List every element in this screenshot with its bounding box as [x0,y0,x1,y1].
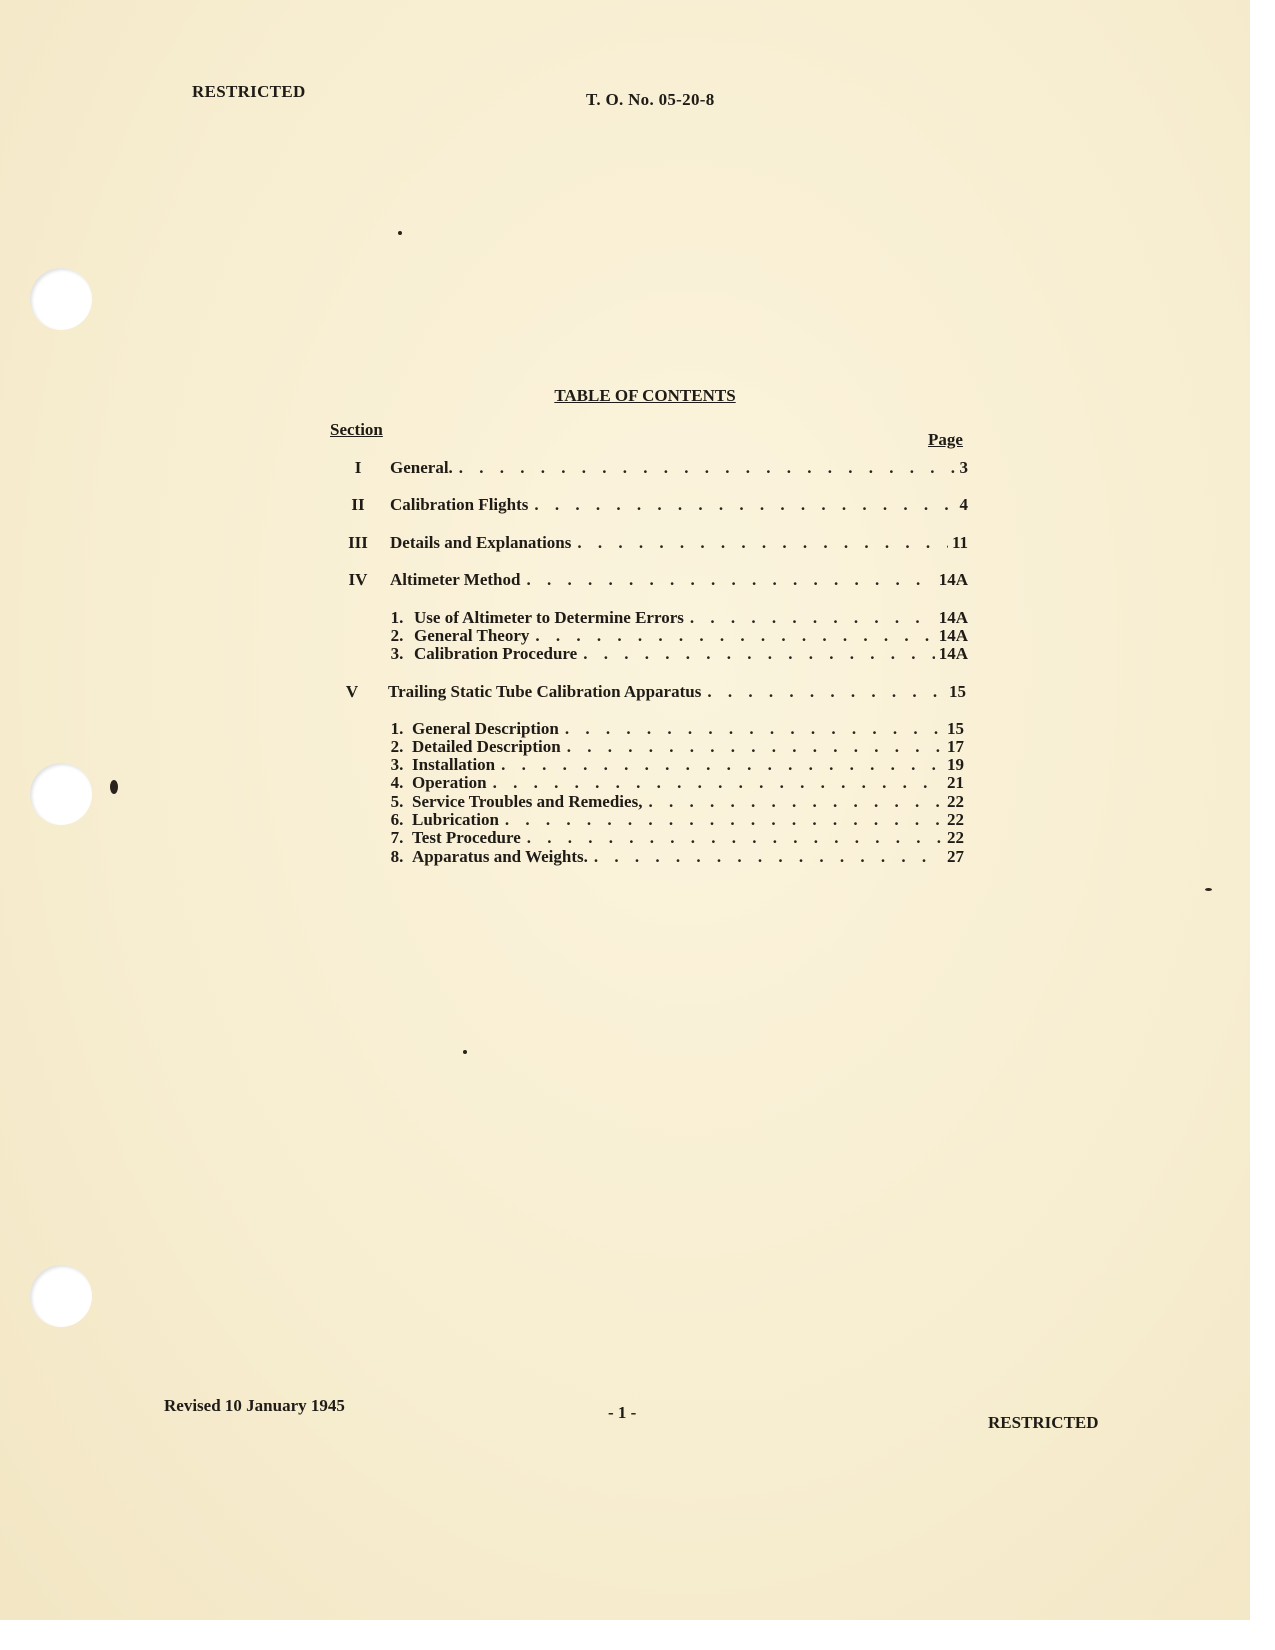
header-document-number: T. O. No. 05-20-8 [586,90,715,109]
dot-leader [459,458,956,478]
entry-title: General Description [412,719,559,738]
section-numeral: I [354,458,362,477]
entry-title: Installation [412,755,496,774]
toc-entry[interactable] [340,570,968,590]
subentry-number: 4. [390,773,404,792]
dot-leader [577,533,948,553]
entry-page: 17 [947,737,964,756]
subentry-number: 7. [390,828,404,847]
punch-hole-bottom [30,1265,92,1327]
section-column-header: Section [330,420,383,439]
subentry-number: 6. [390,810,404,829]
toc-subentry[interactable] [386,737,964,757]
entry-title: Lubrication [412,810,499,829]
entry-title: Trailing Static Tube Calibration Apparatus [388,682,702,701]
section-numeral: IV [348,570,368,589]
subentry-number: 8. [390,847,404,866]
section-numeral: III [348,533,368,552]
entry-page: 19 [947,755,964,774]
entry-page: 15 [949,682,966,701]
dot-leader [594,847,943,867]
dot-leader [534,495,955,515]
subentry-number: 2. [390,737,404,756]
dot-leader [527,828,943,848]
toc-subentry[interactable] [386,626,968,646]
entry-page: 14A [938,626,968,645]
page-column-header: Page [928,430,963,449]
dot-leader [501,755,943,775]
page-number: - 1 - [608,1403,637,1422]
toc-subentry[interactable] [386,792,964,812]
punch-hole-middle [30,763,92,825]
toc-subentry[interactable] [386,608,968,628]
punch-hole-top [30,268,92,330]
dot-leader [648,792,943,812]
dot-leader [690,608,935,628]
entry-page: 21 [947,773,964,792]
revision-date: Revised 10 January 1945 [164,1396,345,1415]
entry-title: Use of Altimeter to Determine Errors [414,608,684,627]
entry-page: 14A [938,570,968,589]
entry-page: 15 [947,719,964,738]
ink-speck [463,1050,467,1054]
section-numeral: V [345,682,359,701]
entry-page: 22 [947,792,964,811]
entry-title: Detailed Description [412,737,561,756]
dot-leader [565,719,943,739]
dot-leader [707,682,945,702]
entry-title: Calibration Flights [390,495,529,514]
subentry-number: 3. [390,755,404,774]
entry-page: 11 [951,533,968,552]
subentry-number: 1. [390,608,404,627]
subentry-number: 1. [390,719,404,738]
entry-title: Apparatus and Weights. [412,847,588,866]
subentry-number: 2. [390,626,404,645]
toc-subentry[interactable] [386,810,964,830]
toc-subentry[interactable] [386,847,964,867]
toc-subentry[interactable] [386,828,964,848]
entry-page: 14A [938,644,968,663]
entry-title: General Theory [414,626,530,645]
ink-speck [110,780,118,794]
dot-leader [567,737,943,757]
dot-leader [505,810,943,830]
ink-speck [398,231,402,235]
entry-page: 22 [947,828,964,847]
entry-title: General. [390,458,453,477]
footer-restricted: RESTRICTED [988,1413,1099,1432]
entry-title: Details and Explanations [390,533,572,552]
entry-page: 27 [947,847,964,866]
entry-title: Calibration Procedure [414,644,578,663]
subentry-number: 5. [390,792,404,811]
subentry-number: 3. [390,644,404,663]
entry-title: Altimeter Method [390,570,521,589]
toc-entry[interactable] [340,533,968,553]
toc-entry[interactable] [340,458,968,478]
dot-leader [526,570,934,590]
entry-page: 4 [959,495,968,514]
toc-entry[interactable] [340,495,968,515]
dot-leader [535,626,934,646]
dot-leader [583,644,935,664]
dot-leader [493,773,943,793]
entry-title: Service Troubles and Remedies, [412,792,643,811]
entry-title: Test Procedure [412,828,521,847]
toc-subentry[interactable] [386,755,964,775]
toc-subentry[interactable] [386,719,964,739]
entry-page: 14A [938,608,968,627]
header-restricted: RESTRICTED [192,82,306,101]
entry-title: Operation [412,773,487,792]
section-numeral: II [351,495,365,514]
entry-page: 3 [959,458,968,477]
toc-subentry[interactable] [386,644,968,664]
toc-entry[interactable] [340,682,966,702]
toc-title: TABLE OF CONTENTS [554,386,736,405]
entry-page: 22 [947,810,964,829]
toc-subentry[interactable] [386,773,964,793]
ink-speck [1205,888,1212,891]
